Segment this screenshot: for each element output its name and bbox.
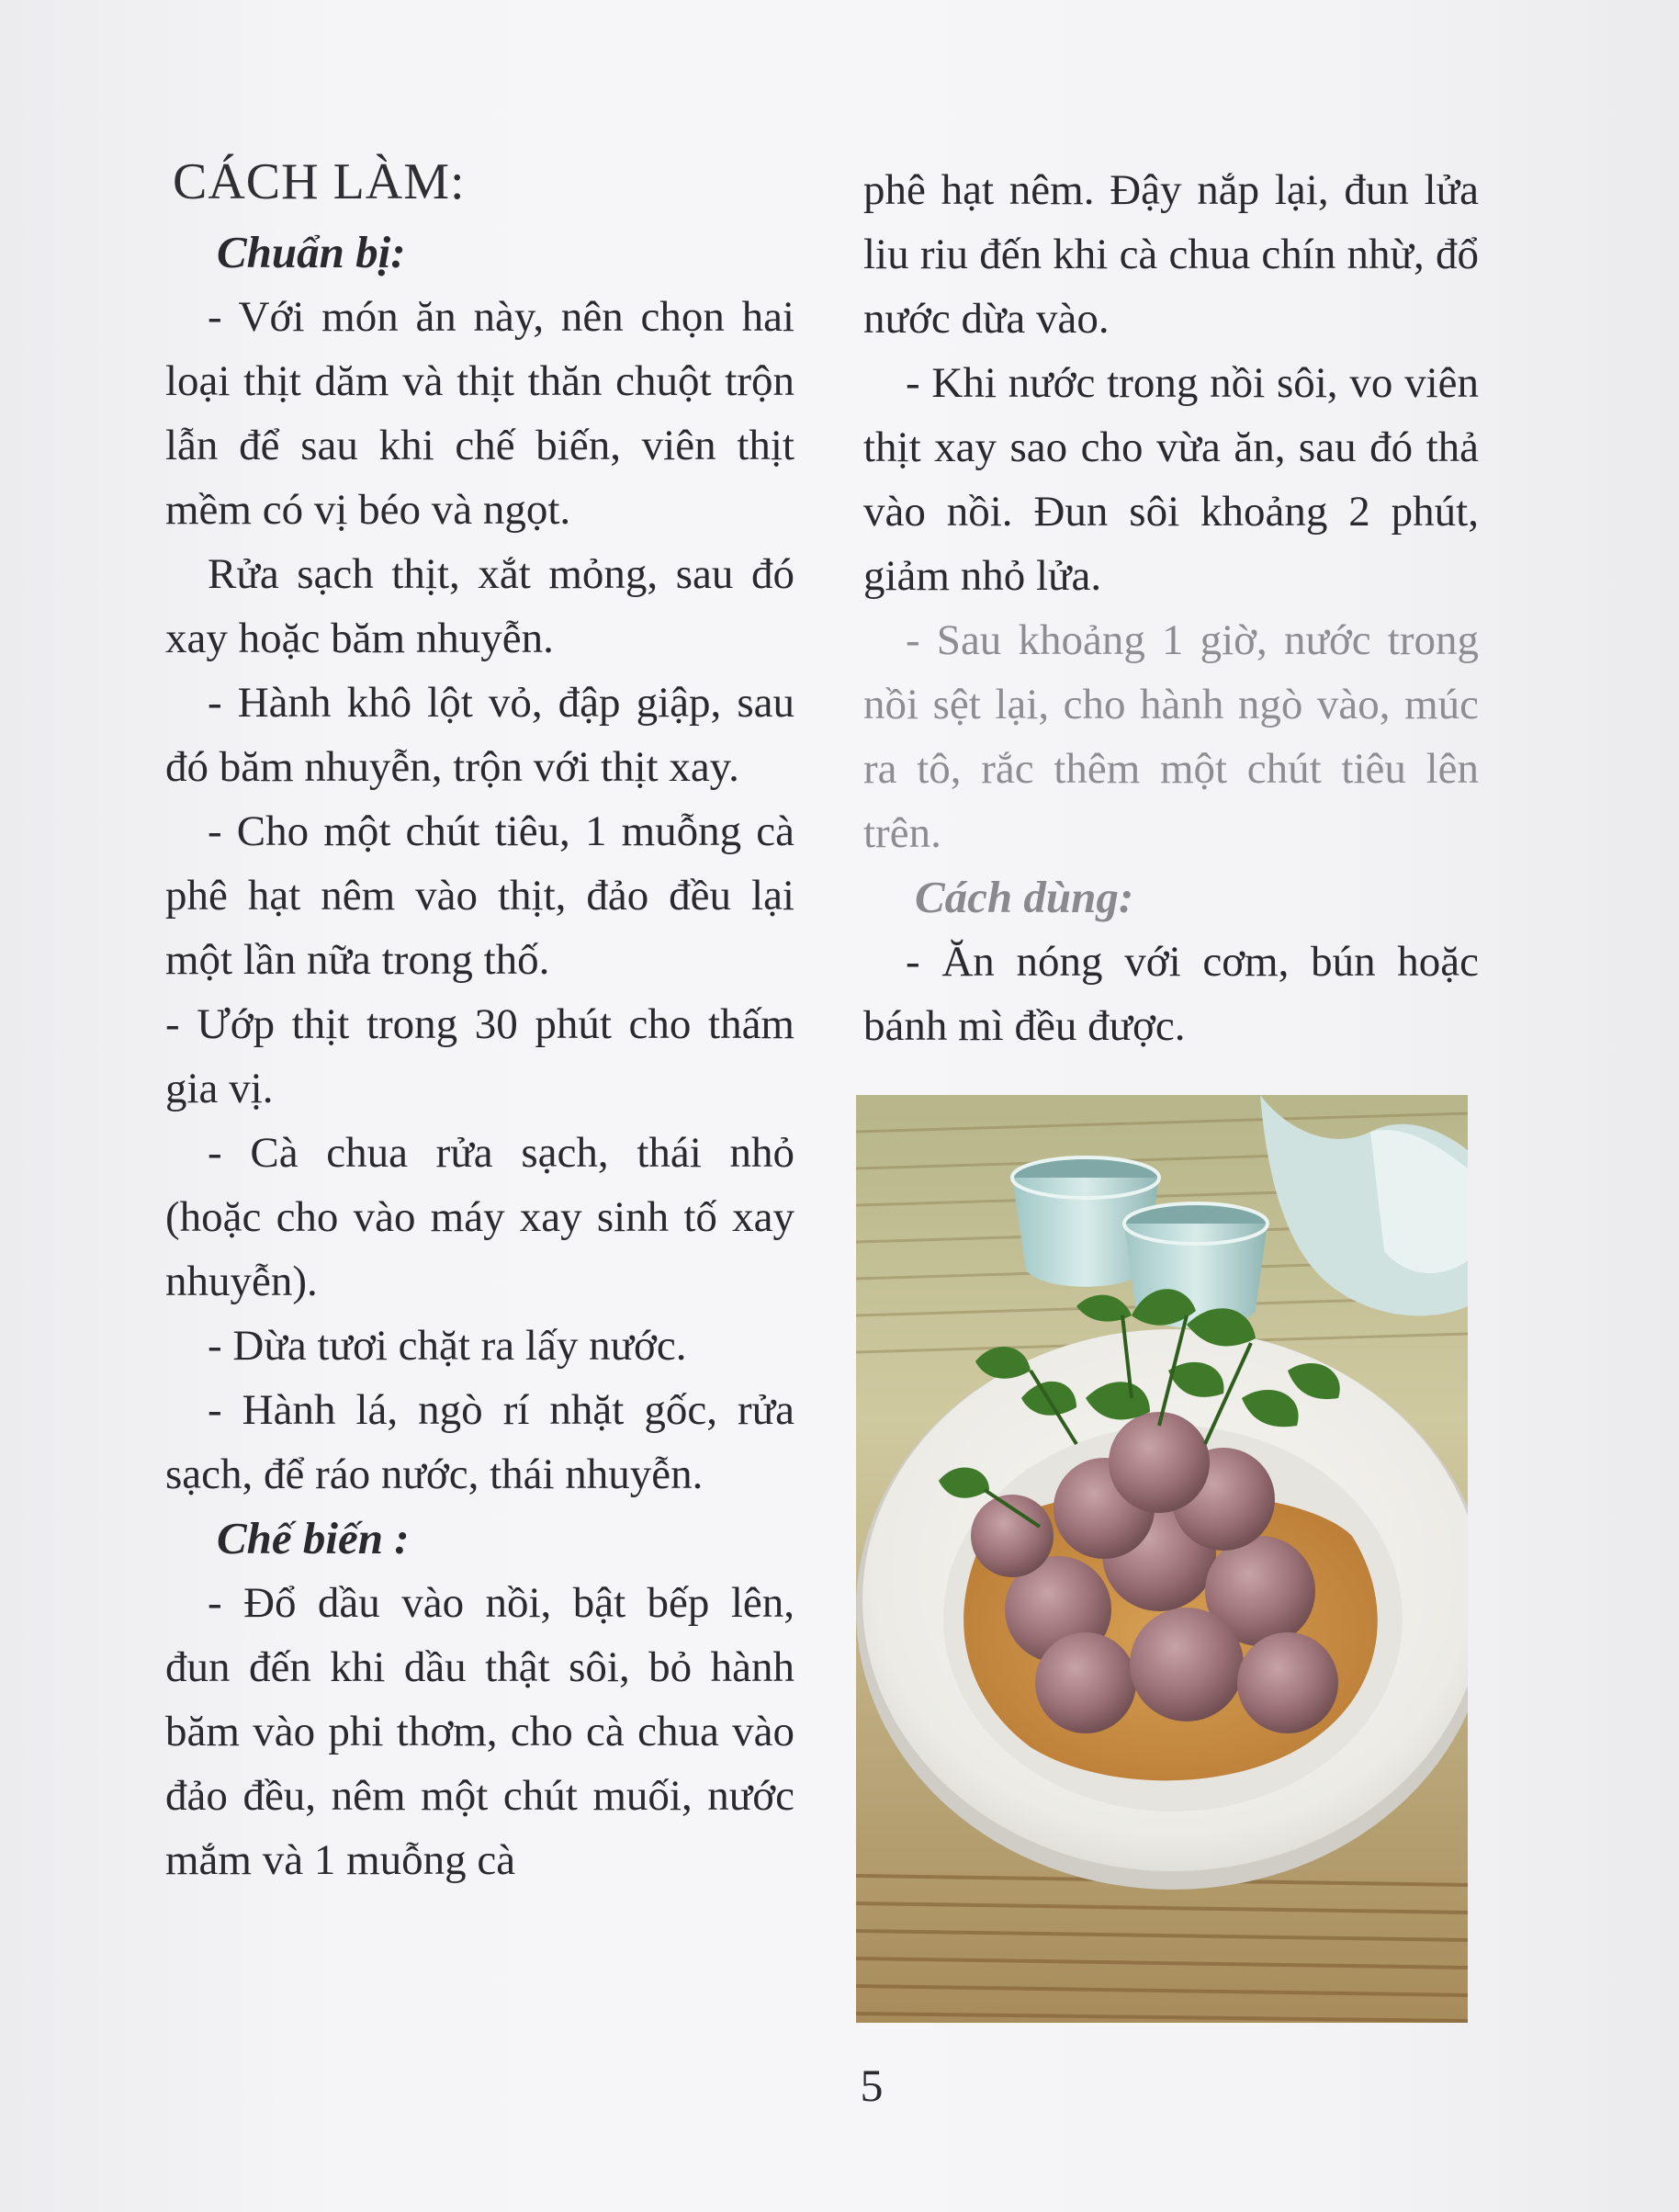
left-column (165, 147, 794, 1892)
left-paragraph: - Hành lá, ngò rí nhặt gốc, rửa sạch, để ráo nước, thái nhuyễn. (165, 1386, 794, 1498)
left-paragraph: - Dừa tươi chặt ra lấy nước. (208, 1322, 687, 1370)
cook-section-title: Chế biến : (217, 1513, 410, 1563)
right-column (863, 158, 1479, 1058)
right-paragraph: - Khi nước trong nồi sôi, vo viên thịt xay sao cho vừa ăn, sau đó thả vào nồi. Đun sôi khoảng 2 phút, giảm nhỏ lửa. (863, 359, 1479, 600)
left-paragraph: Rửa sạch thịt, xắt mỏng, sau đó xay hoặc băm nhuyễn. (165, 550, 794, 662)
use-section-title: Cách dùng: (915, 872, 1134, 922)
meatball-dish-photo (856, 1095, 1468, 2023)
right-paragraph: phê hạt nêm. Đậy nắp lại, đun lửa liu riu đến khi cà chua chín nhừ, đổ nước dừa vào. (863, 166, 1479, 343)
left-paragraph: - Hành khô lột vỏ, đập giập, sau đó băm nhuyễn, trộn với thịt xay. (165, 679, 794, 791)
left-paragraph: - Cho một chút tiêu, 1 muỗng cà phê hạt nêm vào thịt, đảo đều lại một lần nữa trong thố. (165, 807, 794, 984)
right-paragraph: - Sau khoảng 1 giờ, nước trong nồi sệt lại, cho hành ngò vào, múc ra tô, rắc thêm một chút tiêu lên trên. (863, 616, 1479, 857)
prep-section-title: Chuẩn bị: (217, 227, 406, 277)
page-number: 5 (860, 2060, 884, 2111)
right-paragraph: - Ăn nóng với cơm, bún hoặc bánh mì đều được. (863, 938, 1479, 1050)
left-paragraph: - Đổ dầu vào nồi, bật bếp lên, đun đến khi dầu thật sôi, bỏ hành băm vào phi thơm, cho cà chua vào đảo đều, nêm một chút muối, nước mắm và 1 muỗng cà (165, 1579, 794, 1884)
left-paragraph: - Ướp thịt trong 30 phút cho thấm gia vị. (165, 1000, 794, 1112)
page-heading: CÁCH LÀM: (173, 153, 466, 210)
left-paragraph: - Với món ăn này, nên chọn hai loại thịt dăm và thịt thăn chuột trộn lẫn để sau khi chế biến, viên thịt mềm có vị béo và ngọt. (165, 293, 794, 534)
left-paragraph: - Cà chua rửa sạch, thái nhỏ (hoặc cho vào máy xay sinh tố xay nhuyễn). (165, 1129, 794, 1305)
